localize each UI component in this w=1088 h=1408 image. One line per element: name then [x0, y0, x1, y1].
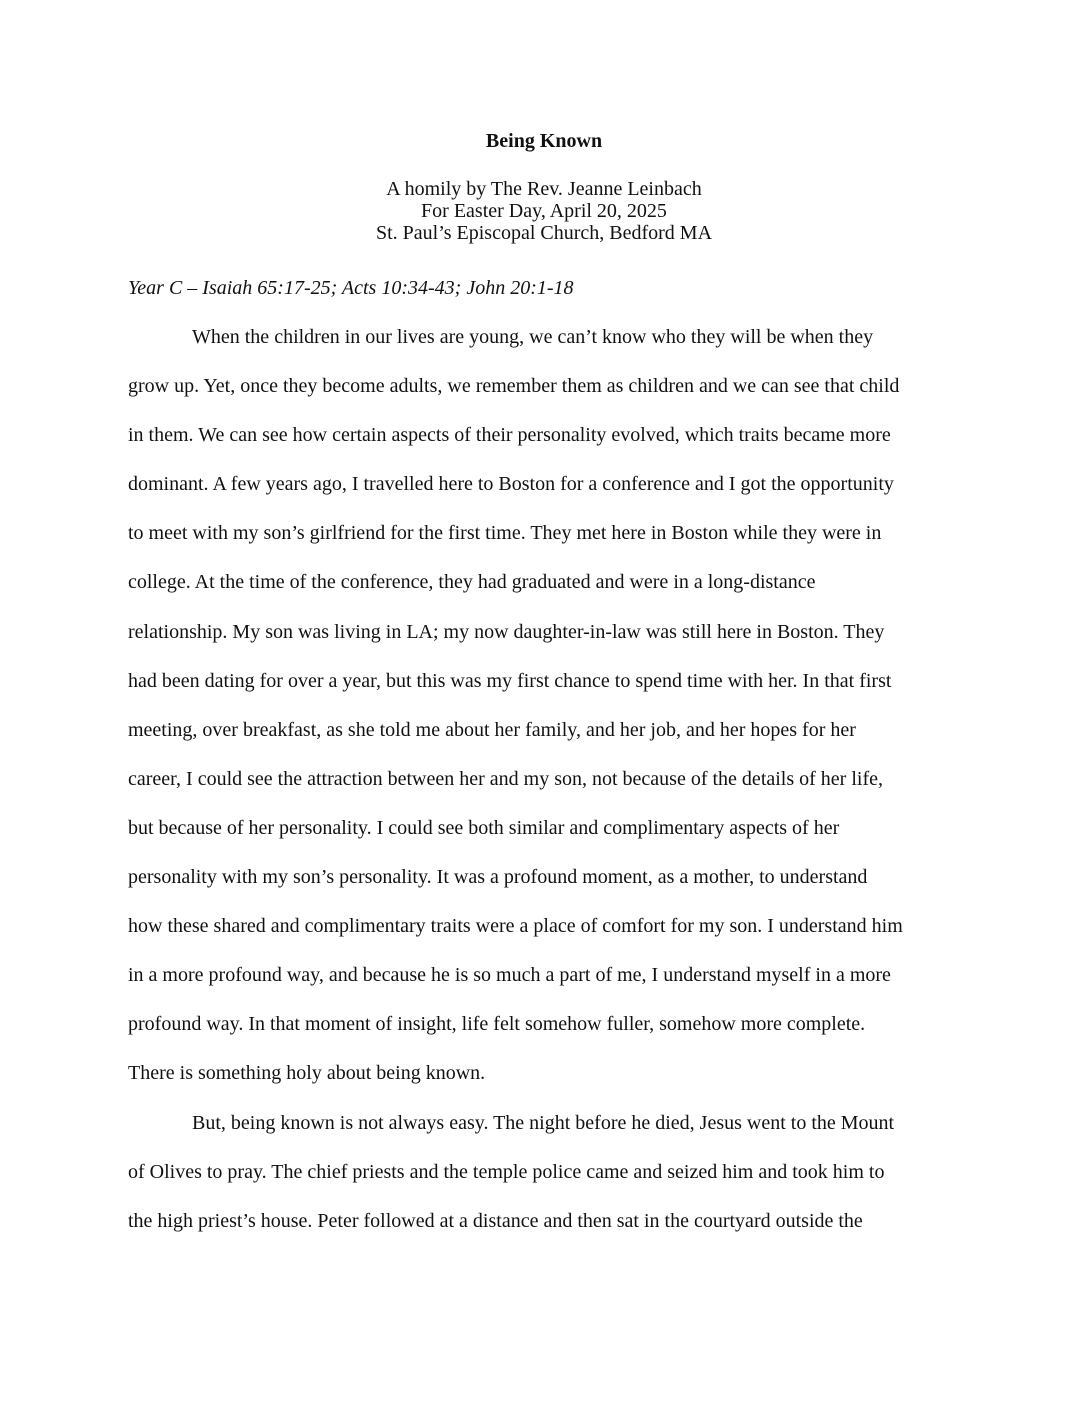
body-line: had been dating for over a year, but this was my first chance to spend time with her. In that first	[128, 669, 892, 692]
homily-body	[128, 323, 968, 1256]
body-line: how these shared and complimentary traits were a place of comfort for my son. I understand him	[128, 915, 903, 938]
body-line: There is something holy about being known.	[128, 1062, 486, 1085]
body-line: When the children in our lives are young, we can’t know who they will be when they	[192, 326, 874, 348]
body-line: in them. We can see how certain aspects of their personality evolved, which traits became more	[128, 424, 891, 447]
body-line: relationship. My son was living in LA; my now daughter-in-law was still here in Boston. They	[128, 620, 885, 643]
body-line: in a more profound way, and because he is so much a part of me, I understand myself in a more	[128, 964, 891, 987]
body-line: of Olives to pray. The chief priests and the temple police came and seized him and took him to	[128, 1160, 885, 1183]
body-line: career, I could see the attraction between her and my son, not because of the details of her life,	[128, 767, 883, 790]
body-line: profound way. In that moment of insight, life felt somehow fuller, somehow more complete.	[128, 1013, 866, 1036]
body-line: college. At the time of the conference, they had graduated and were in a long-distance	[128, 571, 816, 594]
body-line: personality with my son’s personality. It was a profound moment, as a mother, to understand	[128, 866, 868, 889]
byline-block	[0, 178, 1088, 244]
byline-occasion: For Easter Day, April 20, 2025	[421, 200, 667, 222]
body-line: meeting, over breakfast, as she told me about her family, and her job, and her hopes for her	[128, 718, 856, 741]
body-line: but because of her personality. I could see both similar and complimentary aspects of her	[128, 816, 840, 839]
body-line: the high priest’s house. Peter followed at a distance and then sat in the courtyard outside the	[128, 1209, 863, 1232]
scripture-readings: Year C – Isaiah 65:17-25; Acts 10:34-43; John 20:1-18	[128, 277, 574, 299]
byline-author: A homily by The Rev. Jeanne Leinbach	[386, 178, 702, 200]
body-line: But, being known is not always easy. The night before he died, Jesus went to the Mount	[192, 1111, 895, 1134]
body-line: dominant. A few years ago, I travelled here to Boston for a conference and I got the opportunity	[128, 473, 894, 496]
byline-location: St. Paul’s Episcopal Church, Bedford MA	[375, 222, 713, 244]
body-line: grow up. Yet, once they become adults, we remember them as children and we can see that child	[128, 375, 900, 398]
document-title: Being Known	[485, 130, 603, 152]
body-line: to meet with my son’s girlfriend for the first time. They met here in Boston while they were in	[128, 522, 882, 545]
